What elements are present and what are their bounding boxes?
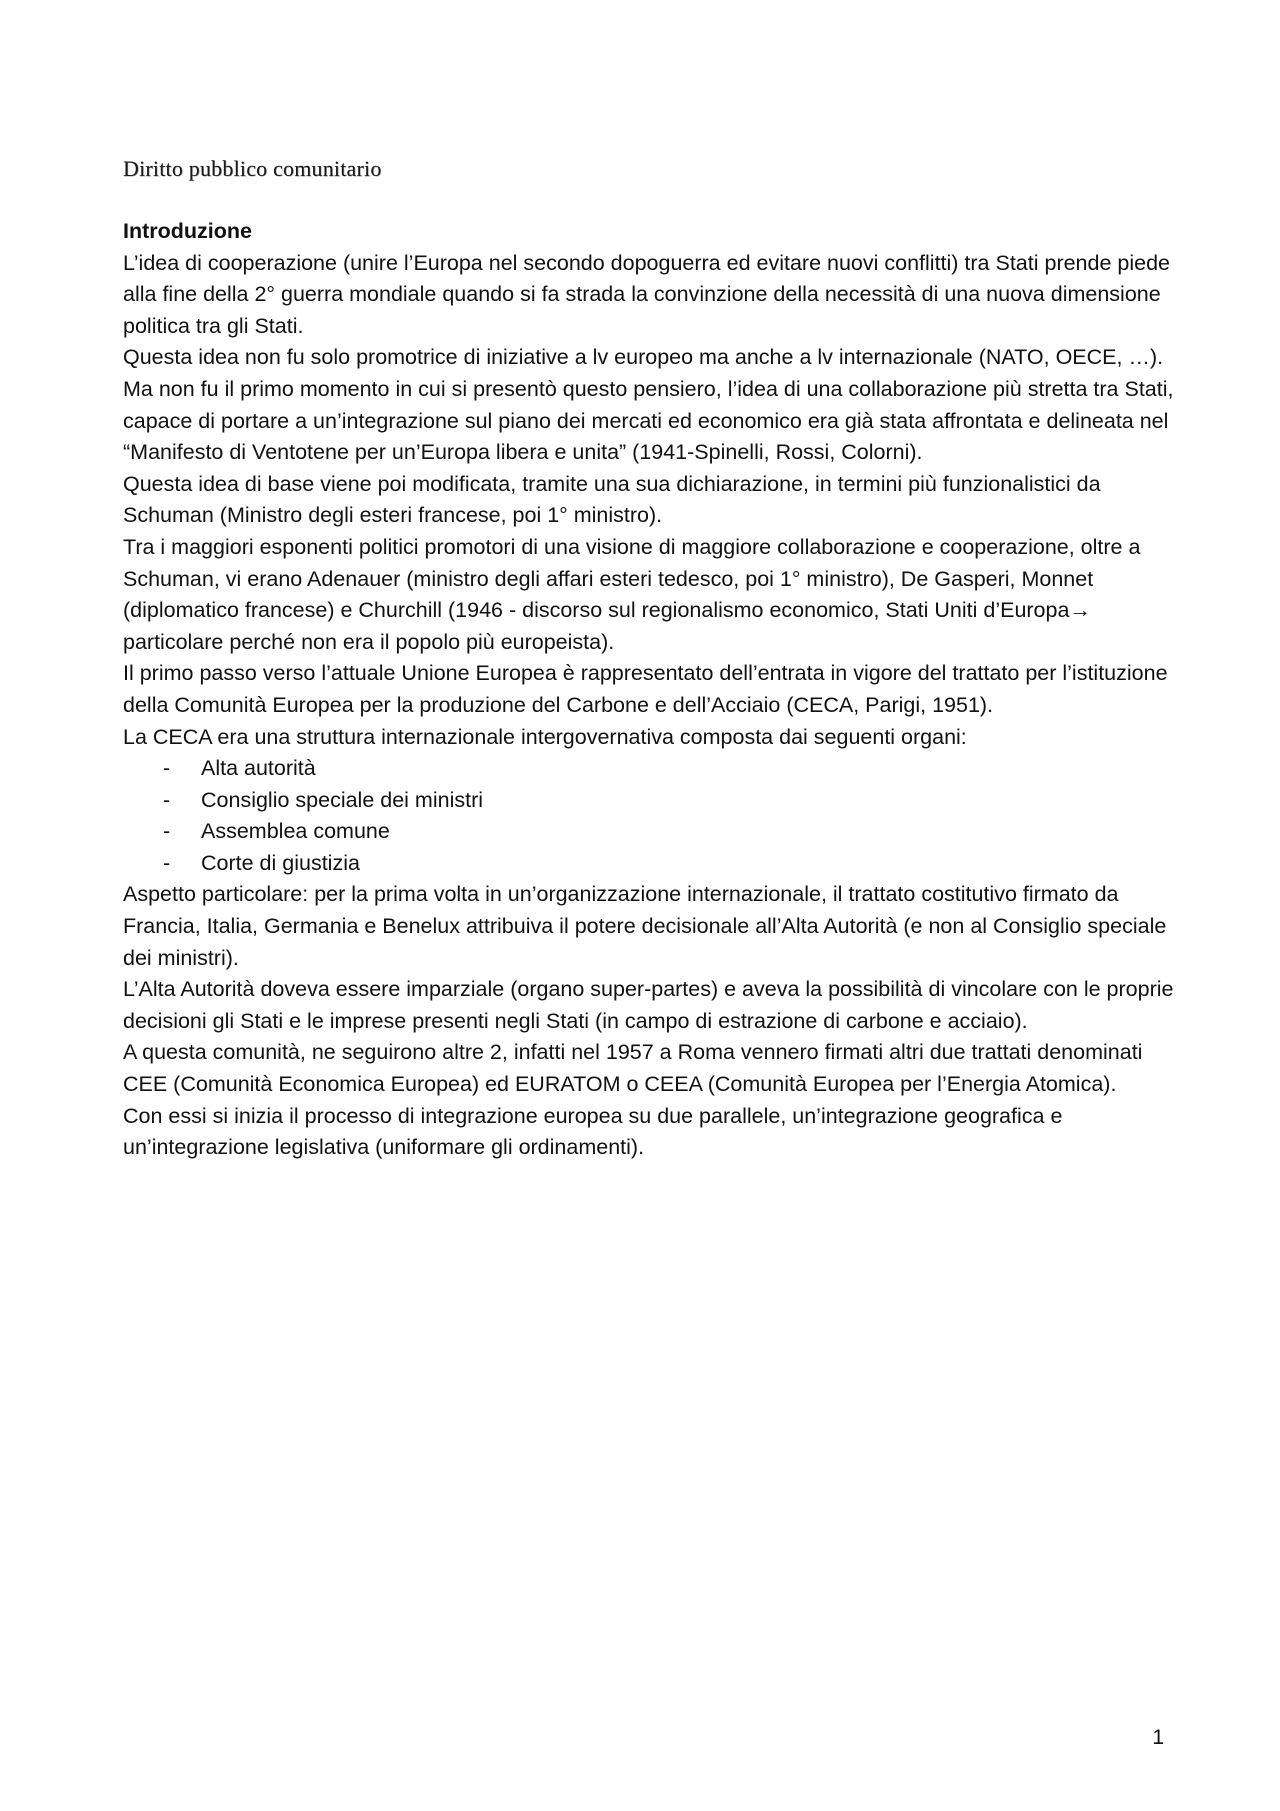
- paragraph: Questa idea non fu solo promotrice di iniziative a lv europeo ma anche a lv internazionale (NATO, OECE, …).: [123, 345, 1164, 370]
- list-item-text: Corte di giustizia: [201, 850, 360, 875]
- paragraph: L’idea di cooperazione (unire l’Europa nel secondo dopoguerra ed evitare nuovi conflitti) tra Stati prende piede alla fine della 2° guerra mondiale quando si fa strada la convinzione della necessità di una nuova dimensione politica tra gli Stati.: [123, 250, 1171, 338]
- list-item-text: Assemblea comune: [201, 819, 390, 844]
- document-title: Diritto pubblico comunitario: [123, 156, 382, 181]
- page-number: 1: [1152, 1726, 1164, 1749]
- list-item-text: Consiglio speciale dei ministri: [201, 787, 484, 812]
- paragraph: Questa idea di base viene poi modificata, tramite una sua dichiarazione, in termini più funzionalistici da Schuman (Ministro degli esteri francese, poi 1° ministro).: [123, 471, 1101, 528]
- paragraph: La CECA era una struttura internazionale intergovernativa composta dai seguenti organi:: [123, 724, 967, 749]
- list-item-text: Alta autorità: [201, 756, 316, 781]
- list-item: [123, 848, 1178, 880]
- section-heading: Introduzione: [123, 219, 252, 243]
- paragraph: Il primo passo verso l’attuale Unione Europea è rappresentato dell’entrata in vigore del trattato per l’istituzione della Comunità Europea per la produzione del Carbone e dell’Acciaio (CECA, Parigi, 1951).: [123, 661, 1168, 717]
- paragraph: L’Alta Autorità doveva essere imparziale (organo super-partes) e aveva la possibilità di vincolare con le proprie decisioni gli Stati e le imprese presenti negli Stati (in campo di estrazione di carbone e acciaio).: [123, 977, 1174, 1033]
- list-dash: -: [163, 787, 171, 812]
- paragraph: Ma non fu il primo momento in cui si presentò questo pensiero, l’idea di una collaborazione più stretta tra Stati, capace di portare a un’integrazione sul piano dei mercati ed economico era già stata affrontata e delineata nel “Manifesto di Ventotene per un’Europa libera e unita” (1941-Spinelli, Rossi, Colorni).: [123, 376, 1174, 465]
- document-body: [123, 216, 1178, 1164]
- list-item: [123, 816, 1178, 848]
- paragraph: A questa comunità, ne seguirono altre 2, infatti nel 1957 a Roma vennero firmati altri due trattati denominati CEE (Comunità Economica Europea) ed EURATOM o CEEA (Comunità Europea per l’Energia Atomica).: [123, 1040, 1143, 1097]
- list-item: [123, 753, 1178, 785]
- paragraph: Tra i maggiori esponenti politici promotori di una visione di maggiore collaborazione e cooperazione, oltre a Schuman, vi erano Adenauer (ministro degli affari esteri tedesco, poi 1° ministro), De Gasperi, Monnet (diplomatico francese) e Churchill (1946 - discorso sul regionalismo economico, Stati Uniti d’Europa→ particolare perché non era il popolo più europeista).: [123, 534, 1141, 654]
- list-dash: -: [163, 850, 171, 875]
- organs-list: [123, 753, 1178, 879]
- list-dash: -: [163, 756, 171, 781]
- paragraph: Con essi si inizia il processo di integrazione europea su due parallele, un’integrazione geografica e un’integrazione legislativa (uniformare gli ordinamenti).: [123, 1103, 1063, 1160]
- list-dash: -: [163, 819, 171, 844]
- list-item: [123, 785, 1178, 817]
- paragraph: Aspetto particolare: per la prima volta in un’organizzazione internazionale, il trattato costitutivo firmato da Francia, Italia, Germania e Benelux attribuiva il potere decisionale all’Alta Autorità (e non al Consiglio speciale dei ministri).: [123, 882, 1167, 970]
